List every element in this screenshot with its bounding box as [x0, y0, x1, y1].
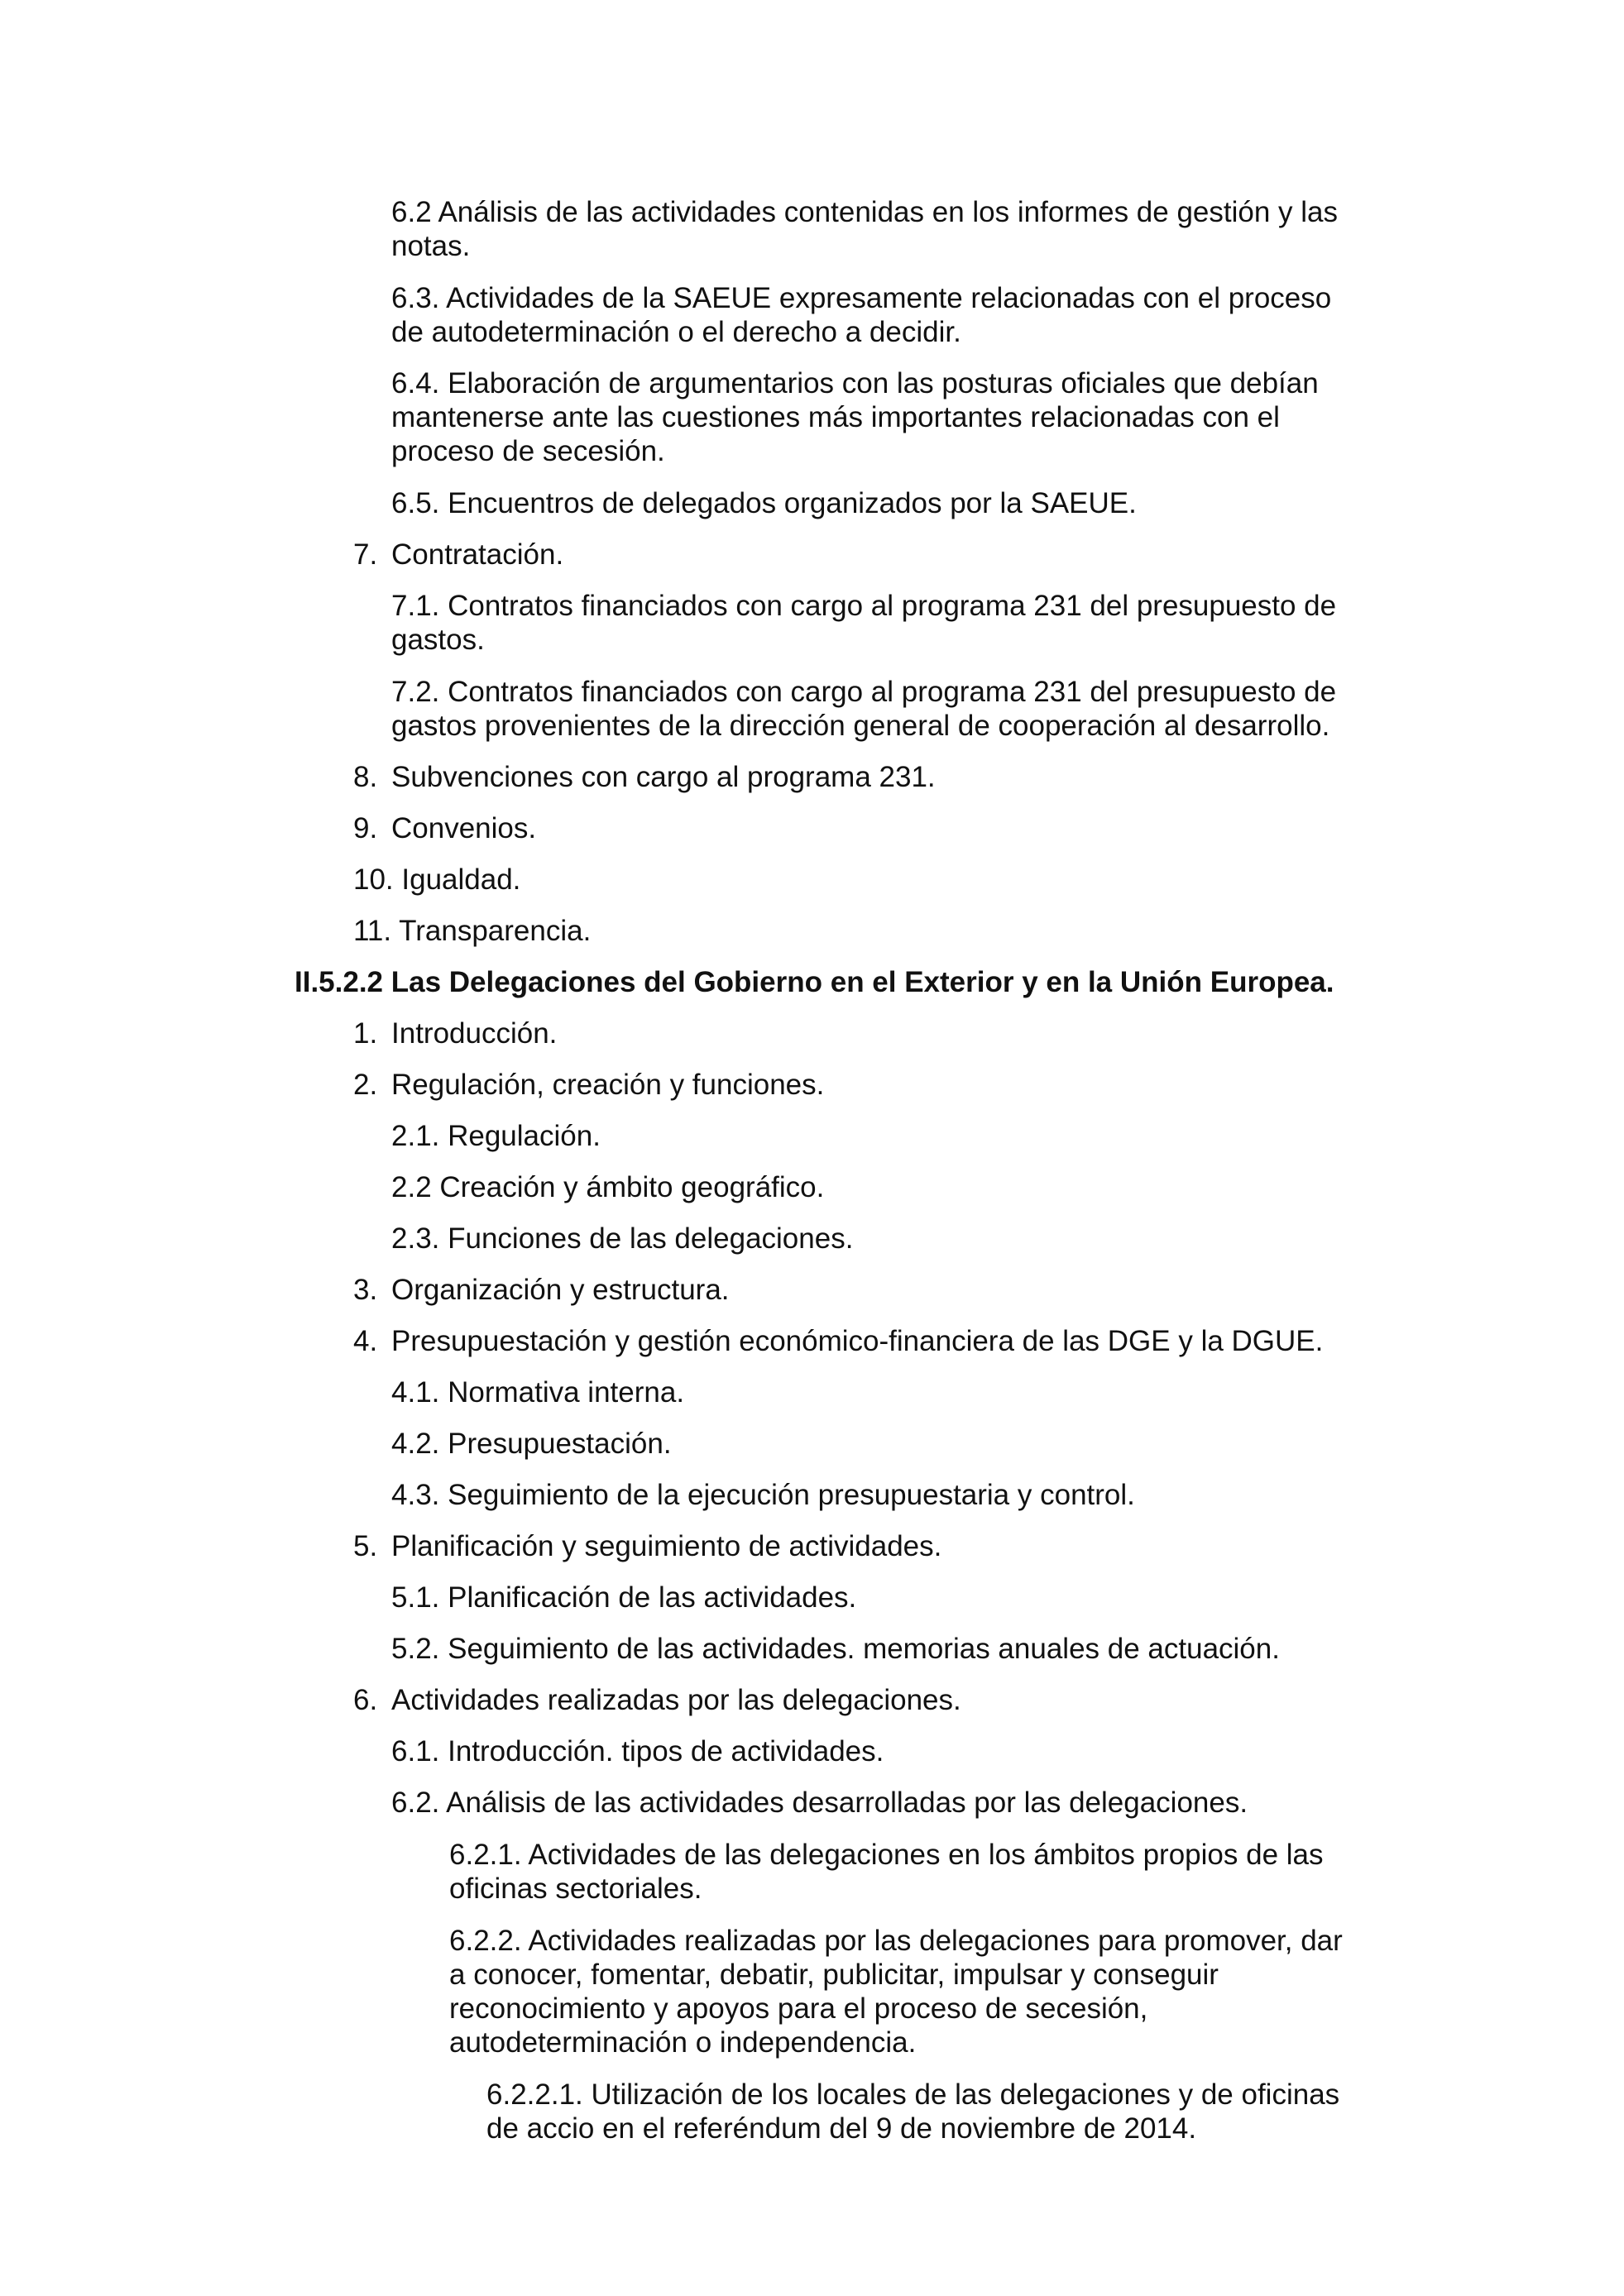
- toc-entry-6-2-1: 6.2.1. Actividades de las delegaciones en los ámbitos propios de las: [449, 1839, 1324, 1871]
- toc-entry-label: Convenios.: [391, 812, 537, 844]
- section-heading: II.5.2.2 Las Delegaciones del Gobierno en el Exterior y en la Unión Europea.: [295, 966, 1334, 998]
- toc-number: 7.: [353, 538, 378, 571]
- toc-entry-7: [353, 538, 563, 572]
- toc-entry-6-3: 6.3. Actividades de la SAEUE expresamente relacionadas con el proceso: [391, 282, 1332, 314]
- toc-entry-6-2-cont: notas.: [391, 230, 471, 262]
- toc-entry-6-2-2: 6.2.2. Actividades realizadas por las delegaciones para promover, dar: [449, 1925, 1343, 1957]
- toc-entry-5-2: 5.2. Seguimiento de las actividades. memorias anuales de actuación.: [391, 1633, 1280, 1665]
- toc-entry-6-2-2-1: 6.2.2.1. Utilización de los locales de las delegaciones y de oficinas: [486, 2078, 1340, 2111]
- toc-number: 8.: [353, 761, 378, 793]
- toc-entry-6-2: 6.2 Análisis de las actividades contenidas en los informes de gestión y las: [391, 196, 1338, 228]
- toc-entry-label: Actividades realizadas por las delegaciones.: [391, 1684, 961, 1716]
- toc-entry-7-1: 7.1. Contratos financiados con cargo al programa 231 del presupuesto de: [391, 590, 1337, 622]
- toc-entry-2-1: 2.1. Regulación.: [391, 1120, 601, 1152]
- toc-number: 9.: [353, 812, 378, 844]
- toc-entry-label: Planificación y seguimiento de actividades.: [391, 1530, 942, 1562]
- toc-entry-label: Contratación.: [391, 538, 564, 571]
- toc-number: 5.: [353, 1530, 378, 1562]
- toc-entry-7-2: 7.2. Contratos financiados con cargo al programa 231 del presupuesto de: [391, 676, 1337, 708]
- toc-entry-label: Organización y estructura.: [391, 1274, 730, 1306]
- toc-entry-2: [353, 1068, 824, 1102]
- toc-entry-6-3-cont: de autodeterminación o el derecho a decidir.: [391, 316, 961, 348]
- toc-entry-7-2-cont: gastos provenientes de la dirección general de cooperación al desarrollo.: [391, 710, 1330, 742]
- toc-entry-6-4-cont: proceso de secesión.: [391, 435, 665, 467]
- toc-entry-6-4: 6.4. Elaboración de argumentarios con las posturas oficiales que debían: [391, 367, 1319, 399]
- toc-entry-6-2-2-cont: autodeterminación o independencia.: [449, 2026, 917, 2059]
- toc-entry-label: Presupuestación y gestión económico-financiera de las DGE y la DGUE.: [391, 1325, 1324, 1357]
- toc-entry-6-2b: 6.2. Análisis de las actividades desarrolladas por las delegaciones.: [391, 1787, 1248, 1819]
- toc-entry-6-2-2-1-cont: de accio en el referéndum del 9 de noviembre de 2014.: [486, 2112, 1197, 2145]
- toc-entry-5: [353, 1529, 941, 1563]
- toc-entry-6-2-1-cont: oficinas sectoriales.: [449, 1873, 702, 1905]
- toc-entry-6-5: 6.5. Encuentros de delegados organizados por la SAEUE.: [391, 487, 1137, 519]
- toc-number: 6.: [353, 1684, 378, 1716]
- toc-entry-4: [353, 1324, 1323, 1358]
- toc-entry-4-3: 4.3. Seguimiento de la ejecución presupuestaria y control.: [391, 1479, 1135, 1511]
- toc-entry-2-2: 2.2 Creación y ámbito geográfico.: [391, 1171, 825, 1203]
- toc-entry-4-2: 4.2. Presupuestación.: [391, 1428, 672, 1460]
- toc-entry-6-4-cont: mantenerse ante las cuestiones más importantes relacionadas con el: [391, 401, 1280, 433]
- toc-entry-3: [353, 1273, 730, 1307]
- toc-entry-label: Introducción.: [391, 1017, 558, 1050]
- toc-number: 3.: [353, 1274, 378, 1306]
- toc-entry-4-1: 4.1. Normativa interna.: [391, 1376, 685, 1409]
- toc-number: 1.: [353, 1017, 378, 1050]
- toc-entry-6: [353, 1683, 961, 1717]
- toc-entry-7-1-cont: gastos.: [391, 624, 485, 656]
- toc-entry-1: [353, 1016, 557, 1050]
- toc-entry-6-1: 6.1. Introducción. tipos de actividades.: [391, 1735, 884, 1767]
- toc-entry-11: 11. Transparencia.: [353, 915, 592, 947]
- toc-entry-6-2-2-cont: reconocimiento y apoyos para el proceso de secesión,: [449, 1992, 1148, 2025]
- toc-number: 4.: [353, 1325, 378, 1357]
- toc-entry-label: Subvenciones con cargo al programa 231.: [391, 761, 936, 793]
- toc-number: 2.: [353, 1069, 378, 1101]
- toc-entry-9: [353, 811, 536, 845]
- toc-entry-6-2-2-cont: a conocer, fomentar, debatir, publicitar, impulsar y conseguir: [449, 1959, 1219, 1991]
- toc-entry-2-3: 2.3. Funciones de las delegaciones.: [391, 1222, 854, 1255]
- toc-entry-5-1: 5.1. Planificación de las actividades.: [391, 1581, 857, 1614]
- toc-entry-10: 10. Igualdad.: [353, 863, 521, 896]
- toc-entry-8: [353, 760, 936, 794]
- toc-entry-label: Regulación, creación y funciones.: [391, 1069, 825, 1101]
